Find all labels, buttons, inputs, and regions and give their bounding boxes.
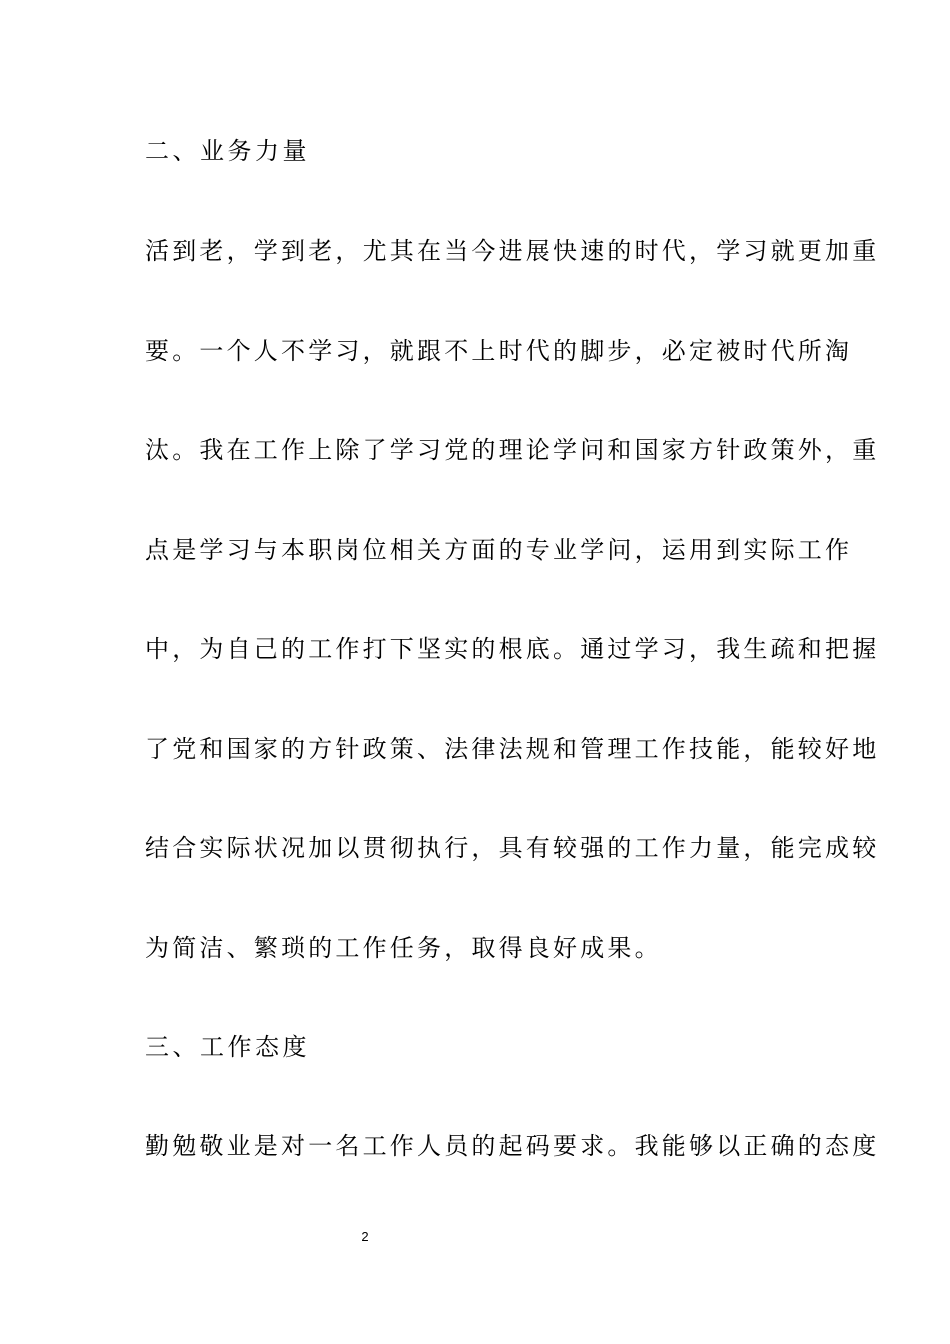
paragraph-line: 结合实际状况加以贯彻执行，具有较强的工作力量，能完成较 bbox=[145, 834, 880, 862]
paragraph-line: 要。一个人不学习，就跟不上时代的脚步，必定被时代所淘 bbox=[145, 337, 853, 365]
paragraph-line: 点是学习与本职岗位相关方面的专业学问，运用到实际工作 bbox=[145, 536, 853, 564]
section-heading-business-ability: 二、业务力量 bbox=[145, 137, 310, 165]
paragraph-line: 活到老，学到老，尤其在当今进展快速的时代，学习就更加重 bbox=[145, 237, 880, 265]
paragraph-line: 勤勉敬业是对一名工作人员的起码要求。我能够以正确的态度 bbox=[145, 1132, 880, 1160]
section-heading-work-attitude: 三、工作态度 bbox=[145, 1033, 310, 1061]
page-number: 2 bbox=[361, 1229, 369, 1244]
paragraph-line: 汰。我在工作上除了学习党的理论学问和国家方针政策外，重 bbox=[145, 436, 880, 464]
paragraph-line: 了党和国家的方针政策、法律法规和管理工作技能，能较好地 bbox=[145, 735, 880, 763]
paragraph-line: 为简洁、繁琐的工作任务，取得良好成果。 bbox=[145, 934, 662, 962]
paragraph-line: 中，为自己的工作打下坚实的根底。通过学习，我生疏和把握 bbox=[145, 635, 880, 663]
